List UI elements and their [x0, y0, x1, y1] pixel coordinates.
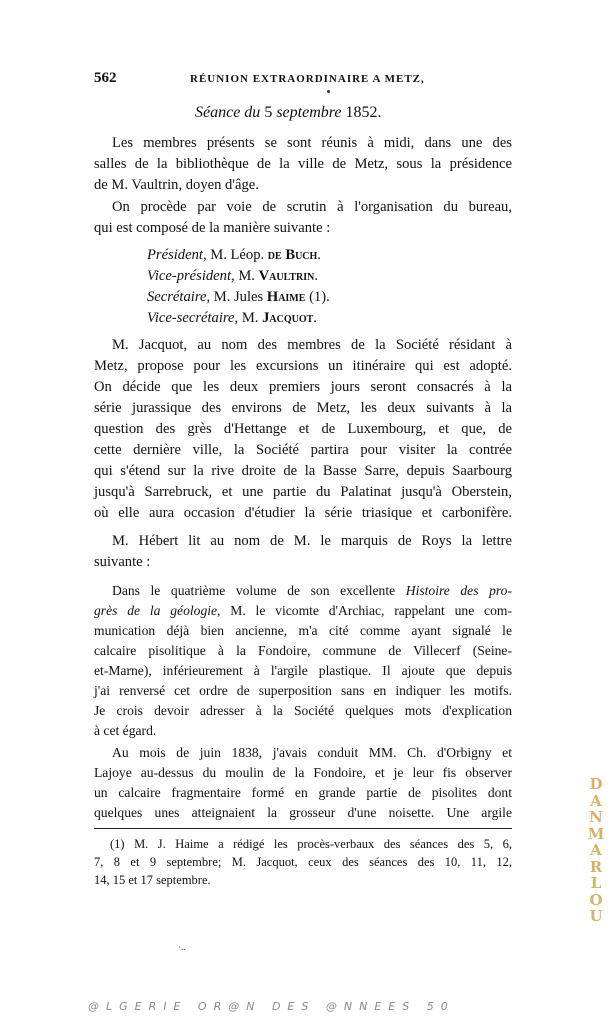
watermark-letter: A — [590, 841, 602, 859]
watermark-letter: A — [590, 791, 602, 810]
watermark-letter: O — [589, 890, 603, 909]
member-name: de Buch — [267, 247, 318, 263]
letter-text: Dans le quatrième volume de son excellente — [112, 583, 406, 598]
letter-line: un calcaire fragmentaire formé en grande partie de pisolites dont — [94, 785, 512, 800]
footnote-line: 7, 8 et 9 septembre; M. Jacquot, ceux des séances des 10, 11, 12, — [94, 855, 512, 869]
letter-line: Je crois devoir adresser à la Société quelques mots d'explication — [94, 703, 512, 718]
para4-line: M. Hébert lit au nom de M. le marquis de Roys la lettre — [112, 533, 512, 549]
book-title: Histoire des pro- — [405, 583, 512, 598]
page-number: 562 — [94, 70, 117, 86]
para1-line: salles de la bibliothèque de la ville de Metz, sous la présidence — [94, 156, 512, 172]
bureau-secretaire — [147, 289, 330, 306]
seance-prefix: Séance du — [195, 104, 261, 121]
watermark-letter: N — [589, 808, 603, 826]
role-prefix: , M. — [231, 268, 259, 284]
watermark-letter: R — [589, 857, 603, 876]
footnote-line: 14, 15 et 17 septembre. — [94, 873, 211, 887]
seance-day: 5 — [264, 104, 273, 121]
letter-text: , M. le vicomte d'Archiac, rappelant une com- — [217, 603, 512, 618]
ink-dot — [327, 90, 330, 93]
para4-line: suivante : — [94, 554, 151, 570]
role-label: Vice-président — [147, 268, 232, 284]
role-suffix: . — [317, 247, 321, 263]
para3-line: où elle aura occasion d'étudier la série triasique et carbonifère. — [94, 505, 512, 521]
seance-heading — [195, 104, 381, 122]
ink-smudge: ·.. — [178, 942, 186, 952]
role-prefix: , M. — [234, 310, 263, 326]
letter-line: Lajoye au-dessus du moulin de la Fondoire, et je leur fis observer — [94, 765, 512, 780]
role-label: Président — [147, 247, 203, 263]
seance-month: septembre — [276, 104, 342, 121]
para2-line: On procède par voie de scrutin à l'organisation du bureau, — [112, 199, 512, 215]
letter-line — [94, 603, 512, 619]
watermark-letter: M — [587, 824, 605, 843]
letter-line: j'ai renversé cet ordre de superposition sans en indiquer les motifs. — [94, 683, 512, 698]
watermark-side — [586, 776, 606, 925]
role-label: Vice-secrétaire — [147, 310, 235, 326]
letter-line: Au mois de juin 1838, j'avais conduit MM. Ch. d'Orbigny et — [112, 745, 512, 760]
book-title: grès de la géologie — [94, 603, 218, 618]
role-label: Secrétaire — [147, 289, 207, 305]
para1-line: Les membres présents se sont réunis à midi, dans une des — [112, 135, 512, 151]
para1-line: de M. Vaultrin, doyen d'âge. — [94, 177, 259, 193]
letter-line: à cet égard. — [94, 723, 157, 738]
letter-line: quelques unes atteignaient la grosseur d'une noisette. Une argile — [94, 805, 512, 820]
para3-line: On décide que les deux premiers jours seront consacrés à la — [94, 379, 512, 395]
bureau-president — [147, 247, 321, 264]
para3-line: série jurassique des environs de Metz, les deux suivants à la — [94, 400, 512, 416]
footnote-rule — [94, 828, 512, 829]
para3-line: Metz, propose pour les excursions un itinéraire qui est adopté. — [94, 358, 512, 374]
watermark-letter: D — [589, 775, 603, 793]
bureau-vice-president — [147, 268, 318, 285]
para3-line: M. Jacquot, au nom des membres de la Société résidant à — [112, 337, 512, 353]
running-title: RÉUNION EXTRAORDINAIRE A METZ, — [190, 73, 425, 85]
watermark-bottom: @LGERIE OR@N DES @NNEES 50 — [88, 1000, 455, 1013]
letter-line: munication déjà bien ancienne, m'a cité comme ayant signalé le — [94, 623, 512, 638]
watermark-letter: U — [589, 907, 603, 925]
para3-line: qui s'étend sur la rive droite de la Basse Sarre, depuis Saarbourg — [94, 463, 512, 479]
para3-line: question des grès d'Hettange et de Luxembourg, et que, de — [94, 421, 512, 437]
seance-year: 1852. — [345, 104, 382, 121]
watermark-letter: L — [590, 874, 602, 892]
role-prefix: , M. Léop. — [202, 247, 268, 263]
letter-line — [112, 583, 512, 599]
role-suffix: . — [313, 310, 317, 326]
member-name: Vaultrin — [258, 268, 315, 284]
footnote-line: (1) M. J. Haime a rédigé les procès-verbaux des séances des 5, 6, — [110, 837, 512, 851]
member-name: Haime — [266, 289, 306, 305]
para2-line: qui est composé de la manière suivante : — [94, 220, 331, 236]
para3-line: jusqu'à Sarrebruck, et une partie du Palatinat jusqu'à Oberstein, — [94, 484, 512, 500]
para3-line: cette dernière ville, la Société partira pour visiter la contrée — [94, 442, 512, 458]
bureau-vice-secretaire — [147, 310, 317, 327]
member-name: Jacquot — [262, 310, 314, 326]
letter-line: et-Marne), inférieurement à l'argile plastique. Il ajoute que depuis — [94, 663, 512, 678]
letter-line: calcaire pisolitique à la Fondoire, commune de Villecerf (Seine- — [94, 643, 512, 658]
role-suffix: . — [314, 268, 318, 284]
role-prefix: , M. Jules — [206, 289, 267, 305]
role-suffix: (1). — [305, 289, 330, 305]
